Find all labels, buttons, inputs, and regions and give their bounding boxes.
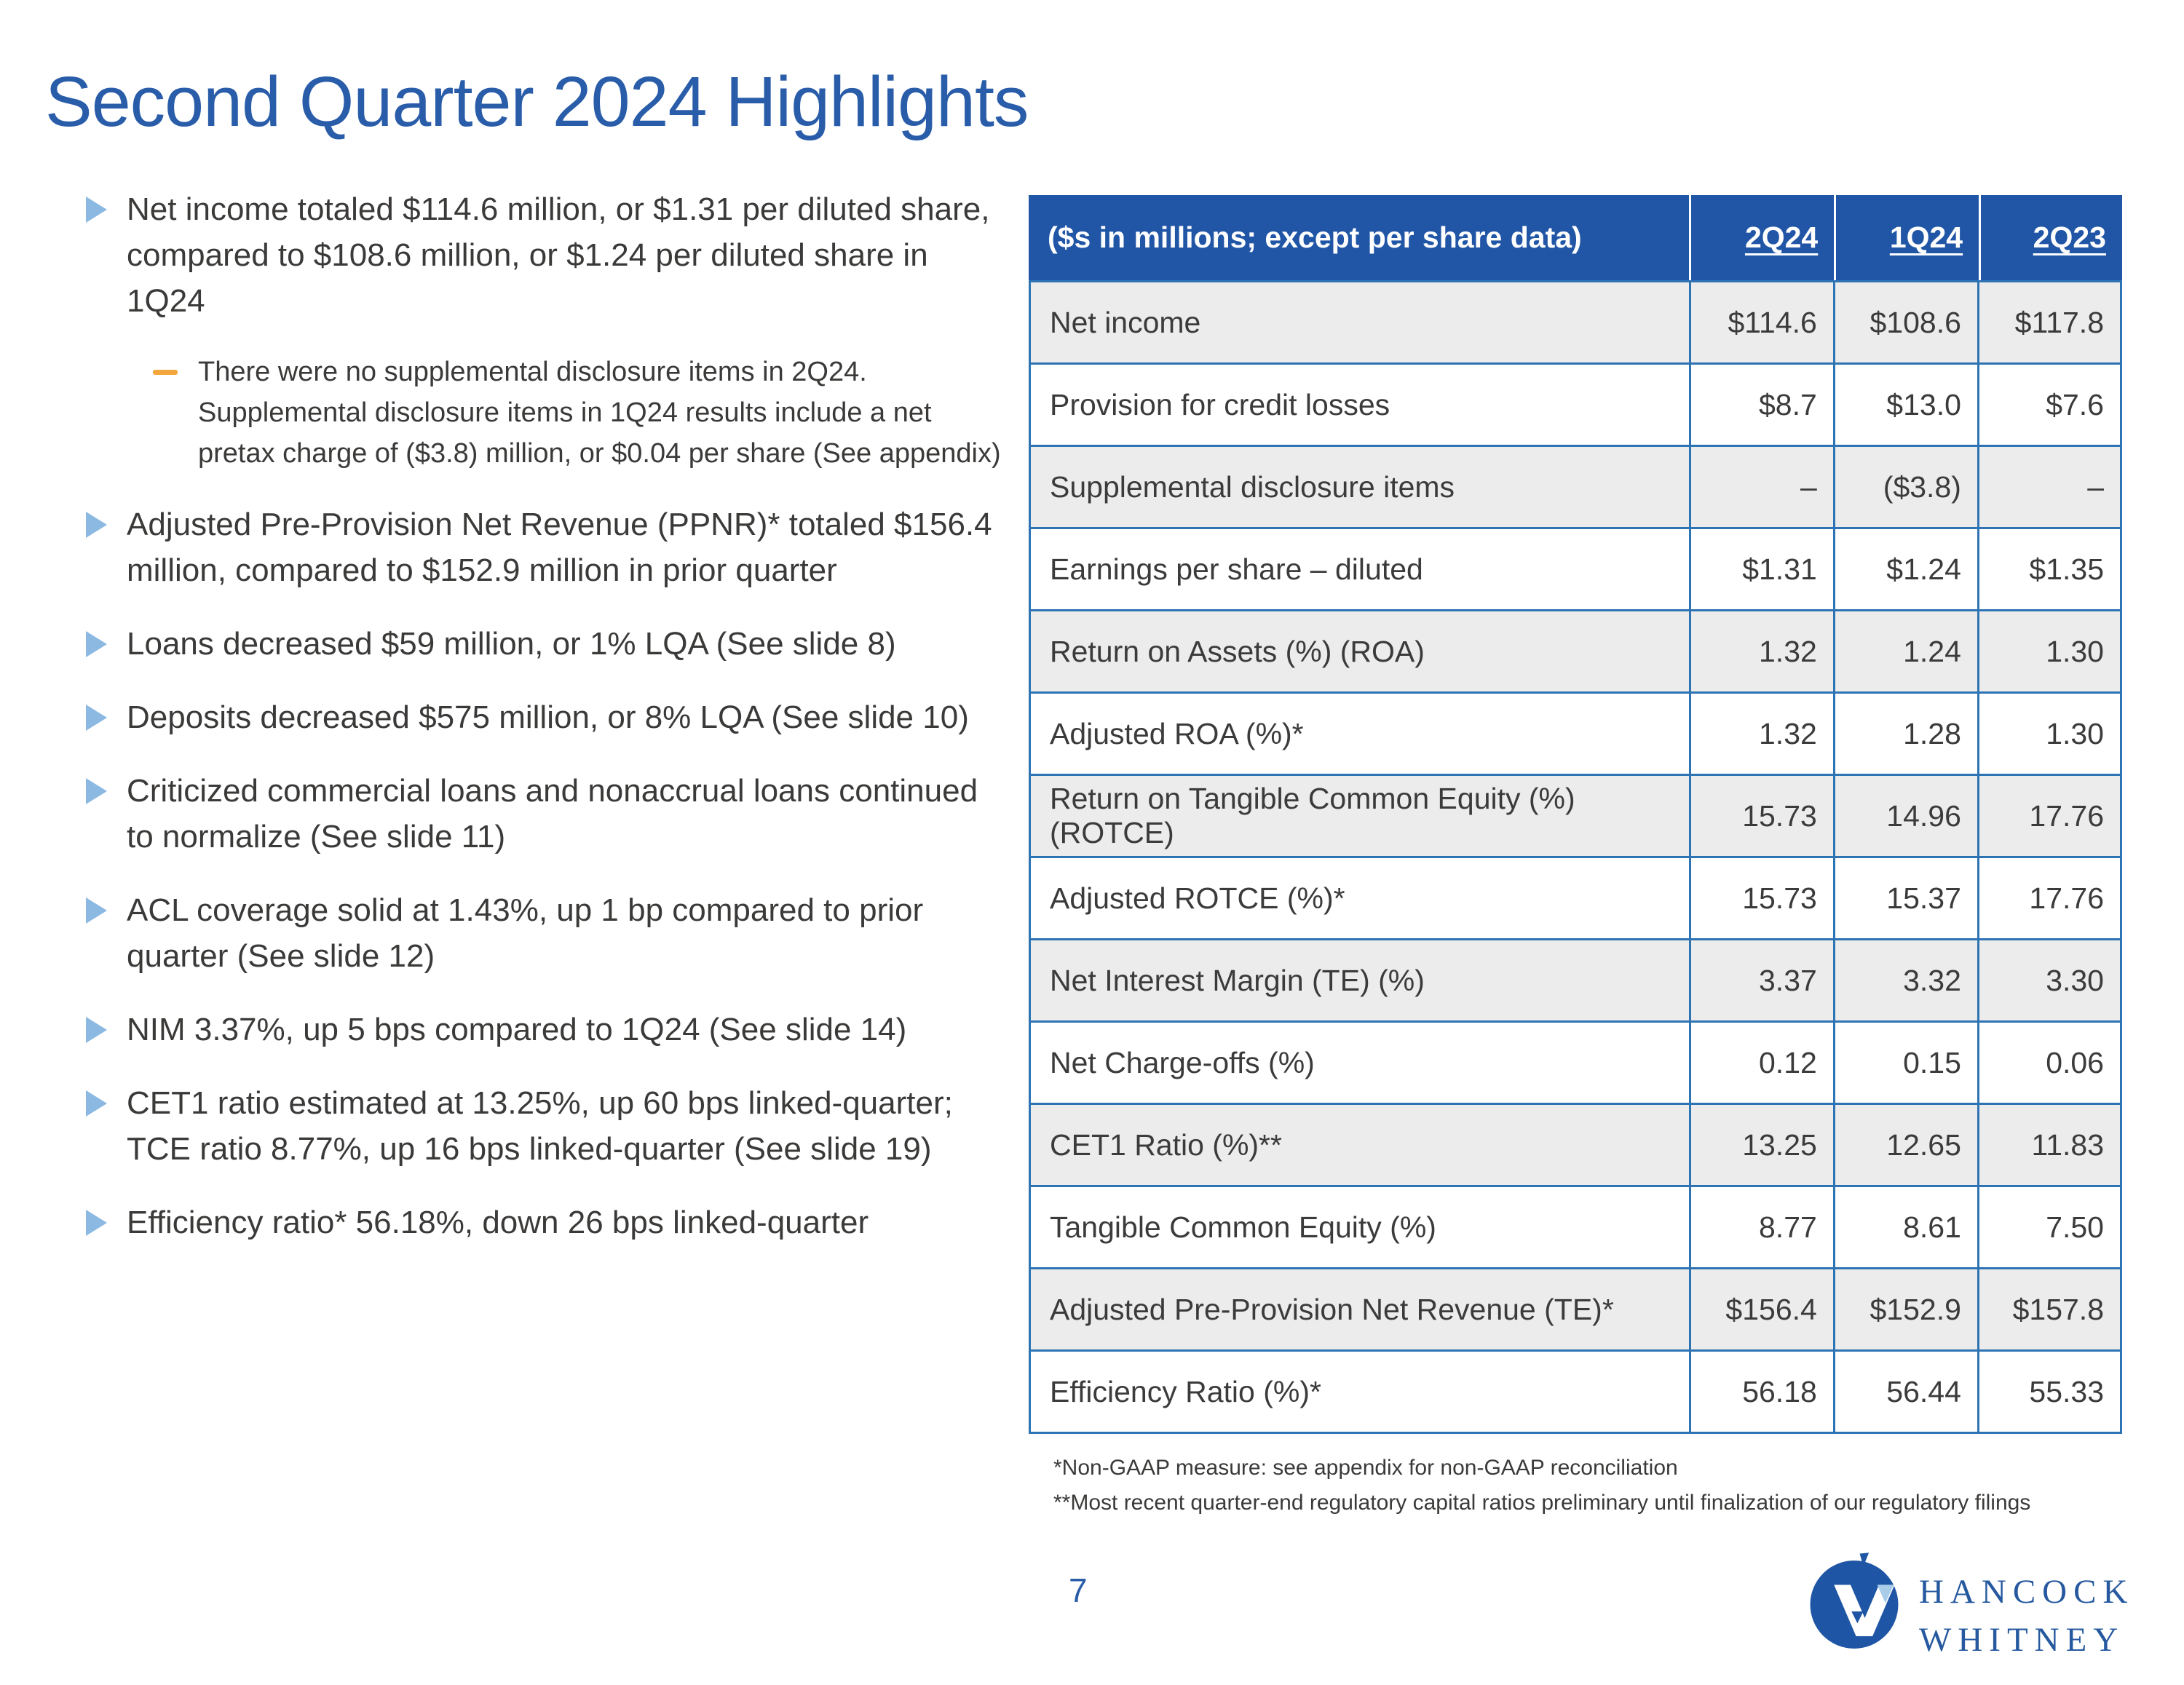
list-item [86,694,1014,740]
row-value: 56.44 [1835,1352,1977,1432]
row-value: 8.61 [1835,1187,1977,1267]
bullet-arrow-icon [86,778,127,804]
row-label: Return on Assets (%) (ROA) [1031,611,1689,691]
list-item [86,1080,1014,1172]
metrics-table [1029,195,2122,1434]
row-value: 8.77 [1691,1187,1833,1267]
row-value: $8.7 [1691,365,1833,445]
row-value: 1.24 [1835,611,1977,691]
row-label: Adjusted ROTCE (%)* [1031,858,1689,938]
footnote: **Most recent quarter-end regulatory capital ratios preliminary until finalization of our regulatory filings [1053,1491,2031,1515]
bullet-arrow-icon [86,1090,127,1117]
hancock-whitney-logo [1808,1550,2134,1664]
bullet-text: CET1 ratio estimated at 13.25%, up 60 bps linked-quarter; TCE ratio 8.77%, up 16 bps linked-quarter (See slide 19) [127,1085,953,1167]
table-header-row [1029,195,2122,280]
logo-wordmark [1919,1568,2134,1664]
table-header-2q24: 2Q24 [1691,195,1834,280]
row-value: 15.73 [1691,858,1833,938]
list-item [86,186,1014,324]
bullet-text: Net income totaled $114.6 million, or $1.31 per diluted share, compared to $108.6 million, or $1.24 per diluted share in 1Q24 [127,191,990,319]
table-header-2q23: 2Q23 [1981,195,2122,280]
row-label: Efficiency Ratio (%)* [1031,1352,1689,1432]
row-value: $114.6 [1691,282,1833,362]
row-label: Supplemental disclosure items [1031,447,1689,527]
row-value: 1.30 [1979,694,2120,774]
row-value: $1.35 [1979,529,2120,609]
row-value: 55.33 [1979,1352,2120,1432]
row-value: 14.96 [1835,776,1977,856]
logo-line-1: HANCOCK [1919,1573,2134,1611]
row-value: 12.65 [1835,1105,1977,1185]
row-value: 56.18 [1691,1352,1833,1432]
table-header-1q24: 1Q24 [1836,195,1979,280]
list-item [86,501,1014,593]
bullet-arrow-icon [86,1210,127,1236]
list-item [86,768,1014,860]
row-label: Net Interest Margin (TE) (%) [1031,940,1689,1020]
bullet-arrow-icon [86,512,127,538]
list-item [86,887,1014,979]
list-item [86,1200,1014,1245]
row-value: $108.6 [1835,282,1977,362]
row-label: Adjusted ROA (%)* [1031,694,1689,774]
row-value: 1.28 [1835,694,1977,774]
bullet-dash-icon [153,370,198,474]
footnotes [1053,1454,2030,1524]
row-value: 1.30 [1979,611,2120,691]
bullet-text: There were no supplemental disclosure items in 2Q24. Supplemental disclosure items in 1Q24 results include a net pretax charge of ($3.8) million, or $0.04 per share (See appendix) [198,357,1001,469]
row-label: Net income [1031,282,1689,362]
row-value: 3.32 [1835,940,1977,1020]
bullet-text: Loans decreased $59 million, or 1% LQA (See slide 8) [127,626,896,662]
row-value: 0.15 [1835,1023,1977,1103]
row-value: 15.37 [1835,858,1977,938]
row-value: 1.32 [1691,694,1833,774]
highlights-list [86,186,1014,1273]
logo-mark-icon [1808,1550,1900,1654]
bullet-text: Efficiency ratio* 56.18%, down 26 bps linked-quarter [127,1205,869,1240]
bullet-text: Deposits decreased $575 million, or 8% LQA (See slide 10) [127,699,969,735]
row-value: $156.4 [1691,1269,1833,1349]
bullet-arrow-icon [86,631,127,657]
list-item [86,1007,1014,1052]
row-value: 3.30 [1979,940,2120,1020]
row-value: $117.8 [1979,282,2120,362]
row-value: 3.37 [1691,940,1833,1020]
row-label: Earnings per share – diluted [1031,529,1689,609]
row-value: $1.31 [1691,529,1833,609]
row-label: Return on Tangible Common Equity (%) (ROTCE) [1031,776,1689,856]
bullet-arrow-icon [86,897,127,924]
page-title: Second Quarter 2024 Highlights [45,62,1029,141]
row-label: CET1 Ratio (%)** [1031,1105,1689,1185]
row-value: 17.76 [1979,776,2120,856]
row-value: 1.32 [1691,611,1833,691]
row-value: ($3.8) [1835,447,1977,527]
page-number: 7 [1069,1571,1088,1609]
row-value: $13.0 [1835,365,1977,445]
row-label: Provision for credit losses [1031,365,1689,445]
row-value: 0.12 [1691,1023,1833,1103]
list-item [86,621,1014,667]
bullet-text: ACL coverage solid at 1.43%, up 1 bp compared to prior quarter (See slide 12) [127,892,924,974]
row-value: $157.8 [1979,1269,2120,1349]
row-label: Net Charge-offs (%) [1031,1023,1689,1103]
row-value: 7.50 [1979,1187,2120,1267]
bullet-arrow-icon [86,197,127,223]
row-value: $152.9 [1835,1269,1977,1349]
row-value: 17.76 [1979,858,2120,938]
row-value: 11.83 [1979,1105,2120,1185]
logo-line-2: WHITNEY [1919,1621,2125,1659]
bullet-arrow-icon [86,705,127,731]
bullet-arrow-icon [86,1017,127,1043]
row-value: $1.24 [1835,529,1977,609]
row-label: Tangible Common Equity (%) [1031,1187,1689,1267]
bullet-text: NIM 3.37%, up 5 bps compared to 1Q24 (See slide 14) [127,1012,907,1047]
footnote: *Non-GAAP measure: see appendix for non-GAAP reconciliation [1053,1456,1678,1480]
row-value: – [1691,447,1833,527]
row-value: 15.73 [1691,776,1833,856]
row-value: 0.06 [1979,1023,2120,1103]
row-label: Adjusted Pre-Provision Net Revenue (TE)* [1031,1269,1689,1349]
list-subitem [153,352,1014,474]
row-value: $7.6 [1979,365,2120,445]
table-header-label: ($s in millions; except per share data) [1029,195,1689,280]
row-value: – [1979,447,2120,527]
bullet-text: Criticized commercial loans and nonaccrual loans continued to normalize (See slide 11) [127,773,978,855]
row-value: 13.25 [1691,1105,1833,1185]
bullet-text: Adjusted Pre-Provision Net Revenue (PPNR)* totaled $156.4 million, compared to $152.9 million in prior quarter [127,507,992,588]
table-body [1029,280,2122,1434]
